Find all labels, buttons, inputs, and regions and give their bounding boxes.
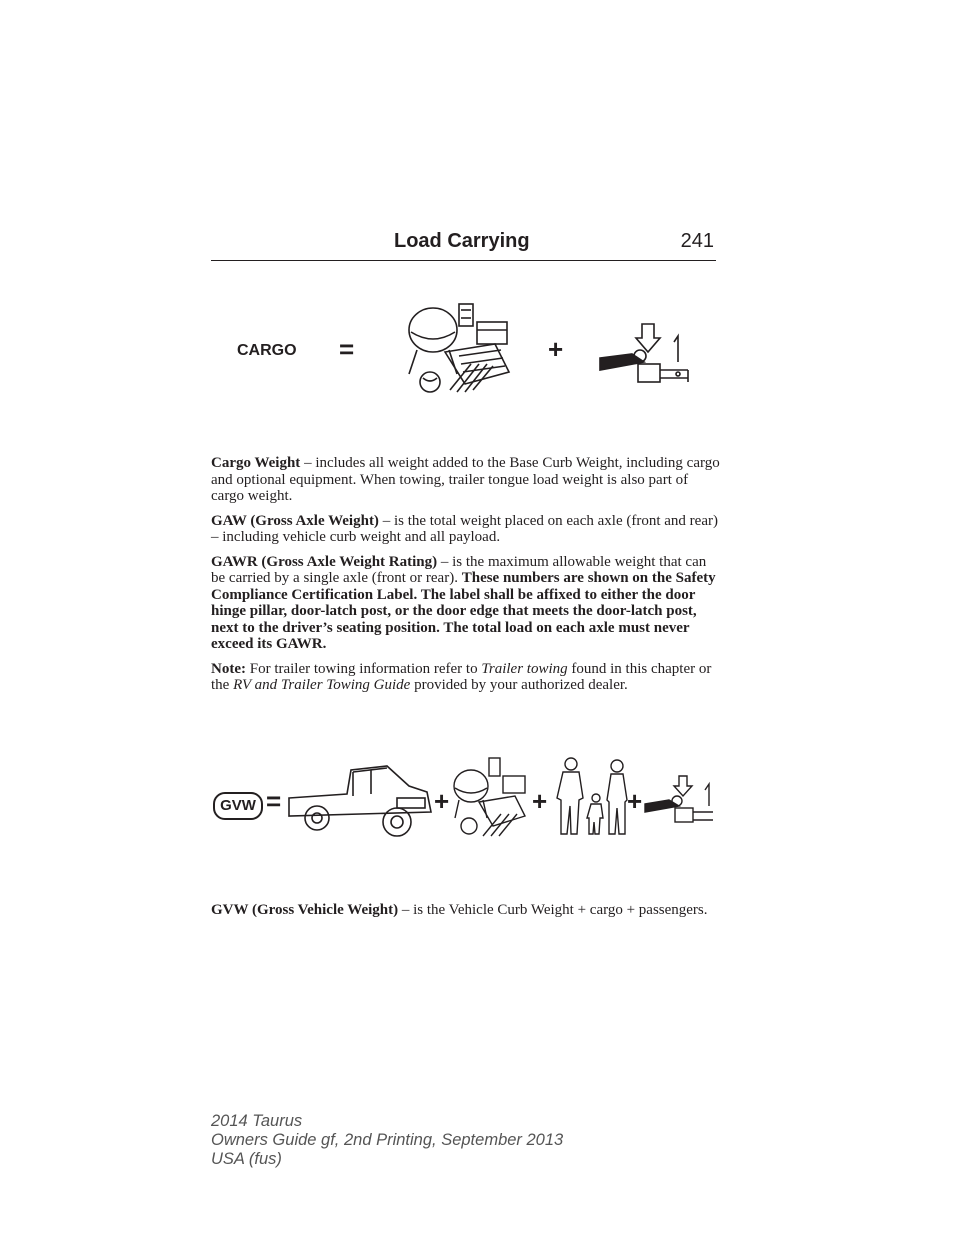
plus-sign: + — [532, 786, 548, 816]
definition-text: – includes all weight added to the Base Curb Weight, including cargo and optional equipment. When towing, trailer tongue load weight is also part of cargo weight. — [211, 455, 720, 504]
reference-trailer-towing: Trailer towing — [481, 660, 568, 677]
footer-model: 2014 Taurus — [211, 1112, 303, 1130]
note-text: found in this chapter or the — [211, 660, 712, 693]
section-title: Load Carrying — [394, 230, 530, 252]
plus-sign: + — [627, 786, 643, 816]
definitions-block-2 — [211, 902, 721, 927]
trailer-hitch-icon — [643, 774, 715, 830]
gvw-definition — [211, 902, 721, 919]
gvw-label-text: GVW — [220, 797, 256, 814]
page-footer — [211, 1112, 563, 1169]
footer-market — [211, 1150, 563, 1169]
definition-text: – is the total weight placed on each axle (front and rear) – including vehicle curb weight and all payload. — [211, 512, 718, 545]
gaw-definition — [211, 513, 721, 546]
gawr-definition — [211, 554, 721, 653]
cargo-items-icon — [405, 292, 520, 397]
equals-sign: = — [266, 786, 282, 816]
term: GVW (Gross Vehicle Weight) — [211, 902, 399, 918]
gvw-label — [213, 792, 263, 820]
reference-rv-guide: RV and Trailer Towing Guide — [233, 677, 411, 693]
term: Cargo Weight — [211, 455, 301, 471]
footer-country: USA — [211, 1150, 245, 1168]
warning-text: These numbers are shown on the Safety Compliance Certification Label. The label shall be affixed to either the door hinge pillar, door-latch post, or the door edge that meets the door-latch post, next to the driver’s seating position. The total load on each axle must never exceed its GAWR. — [211, 570, 716, 652]
cargo-weight-definition — [211, 455, 721, 505]
note-label: Note: — [211, 660, 246, 677]
equals-sign: = — [339, 334, 355, 364]
definition-text: – is the maximum allowable weight that can be carried by a single axle (front or rear). — [211, 553, 707, 586]
term: GAW (Gross Axle Weight) — [211, 512, 379, 529]
page-header — [211, 228, 716, 261]
pickup-truck-icon — [287, 760, 433, 840]
note-text: For trailer towing information refer to — [245, 660, 482, 677]
note-text: provided by your authorized dealer. — [410, 677, 628, 693]
gvw-figure — [211, 752, 716, 842]
cargo-figure — [230, 290, 700, 400]
trailer-hitch-icon — [598, 322, 690, 390]
footer-code: (fus) — [248, 1150, 282, 1168]
definitions-block-1 — [211, 455, 721, 702]
plus-sign: + — [434, 786, 450, 816]
passengers-icon — [551, 756, 631, 838]
note-paragraph — [211, 661, 721, 694]
cargo-items-icon — [451, 752, 531, 838]
term: GAWR (Gross Axle Weight Rating) — [211, 553, 438, 570]
plus-sign: + — [548, 334, 564, 364]
footer-guide-info: Owners Guide gf, 2nd Printing, September 2013 — [211, 1131, 564, 1149]
cargo-label: CARGO — [237, 342, 297, 359]
definition-text: – is the Vehicle Curb Weight + cargo + passengers. — [398, 902, 708, 918]
page-number: 241 — [680, 230, 714, 252]
